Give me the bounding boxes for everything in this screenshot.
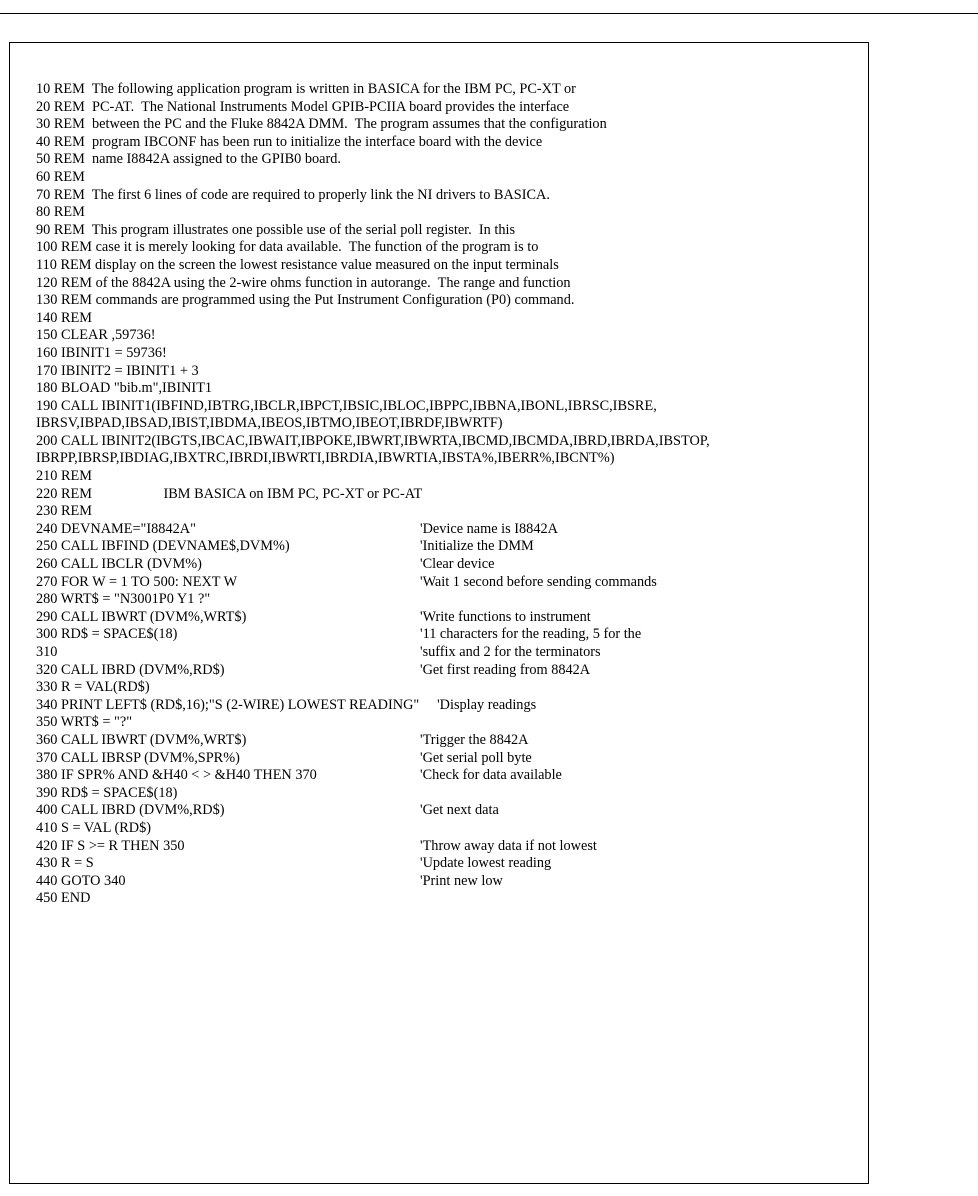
- code-line: [36, 591, 856, 609]
- code-text: 400 CALL IBRD (DVM%,RD$): [36, 802, 225, 819]
- code-text: 320 CALL IBRD (DVM%,RD$): [36, 661, 225, 678]
- code-text: 70 REM The first 6 lines of code are required to properly link the NI drivers to BASICA.: [36, 186, 550, 203]
- code-text: 210 REM: [36, 468, 93, 485]
- code-text: 190 CALL IBINIT1(IBFIND,IBTRG,IBCLR,IBPCT,IBSIC,IBLOC,IBPPC,IBBNA,IBONL,IBRSC,IBSRE,: [36, 397, 657, 414]
- code-line: [36, 310, 856, 328]
- code-comment: 'Get serial poll byte: [420, 749, 532, 766]
- code-text: IBRSV,IBPAD,IBSAD,IBIST,IBDMA,IBEOS,IBTMO,IBEOT,IBRDF,IBWRTF): [36, 415, 503, 432]
- code-text: 300 RD$ = SPACE$(18): [36, 626, 178, 643]
- code-text: 420 IF S >= R THEN 350: [36, 837, 185, 854]
- code-line: [36, 732, 856, 750]
- code-text: 290 CALL IBWRT (DVM%,WRT$): [36, 608, 247, 625]
- code-comment: 'Clear device: [420, 556, 495, 573]
- code-line: [36, 486, 856, 504]
- code-comment: 'Initialize the DMM: [420, 538, 534, 555]
- code-line: [36, 116, 856, 134]
- code-text: 270 FOR W = 1 TO 500: NEXT W: [36, 573, 238, 590]
- code-line: [36, 626, 856, 644]
- code-text: 380 IF SPR% AND &H40 < > &H40 THEN 370: [36, 767, 317, 784]
- code-text: 20 REM PC-AT. The National Instruments Model GPIB-PCIIA board provides the interface: [36, 98, 570, 115]
- code-text: 330 R = VAL(RD$): [36, 679, 150, 696]
- code-line: [36, 257, 856, 275]
- code-line: [36, 327, 856, 345]
- code-text: 430 R = S: [36, 855, 94, 872]
- code-line: [36, 468, 856, 486]
- code-text: 60 REM: [36, 168, 85, 185]
- code-text: 250 CALL IBFIND (DEVNAME$,DVM%): [36, 538, 290, 555]
- code-line: [36, 538, 856, 556]
- code-line: [36, 662, 856, 680]
- code-line: [36, 169, 856, 187]
- code-comment: 'Wait 1 second before sending commands: [420, 573, 657, 590]
- code-text: 160 IBINIT1 = 59736!: [36, 344, 167, 361]
- code-line: [36, 134, 856, 152]
- code-text: 260 CALL IBCLR (DVM%): [36, 556, 202, 573]
- code-line: [36, 802, 856, 820]
- code-text: 350 WRT$ = "?": [36, 714, 133, 731]
- code-text: 90 REM This program illustrates one possible use of the serial poll register. In this: [36, 221, 516, 238]
- code-line: [36, 890, 856, 908]
- code-line: [36, 433, 856, 451]
- code-comment: 'Trigger the 8842A: [420, 731, 529, 748]
- code-text: 170 IBINIT2 = IBINIT1 + 3: [36, 362, 199, 379]
- code-text: 100 REM case it is merely looking for data available. The function of the program is to: [36, 239, 539, 256]
- code-text: 390 RD$ = SPACE$(18): [36, 784, 178, 801]
- code-text: 130 REM commands are programmed using the Put Instrument Configuration (P0) command.: [36, 292, 575, 309]
- code-line: [36, 151, 856, 169]
- program-listing: [36, 81, 856, 908]
- code-line: [36, 750, 856, 768]
- code-line: [36, 679, 856, 697]
- code-line: [36, 187, 856, 205]
- code-line: [36, 714, 856, 732]
- code-line: [36, 99, 856, 117]
- code-text: 50 REM name I8842A assigned to the GPIB0 board.: [36, 151, 341, 168]
- code-line: [36, 363, 856, 381]
- code-line: [36, 855, 856, 873]
- code-line: [36, 275, 856, 293]
- code-text: 410 S = VAL (RD$): [36, 819, 152, 836]
- code-text: 370 CALL IBRSP (DVM%,SPR%): [36, 749, 240, 766]
- code-text: 340 PRINT LEFT$ (RD$,16);"S (2-WIRE) LOWEST READING" 'Display readings: [36, 696, 537, 713]
- code-comment: 'Update lowest reading: [420, 855, 552, 872]
- code-comment: '11 characters for the reading, 5 for the: [420, 626, 642, 643]
- code-line: [36, 204, 856, 222]
- code-line: [36, 450, 856, 468]
- code-comment: 'Check for data available: [420, 767, 562, 784]
- code-line: [36, 345, 856, 363]
- code-text: 440 GOTO 340: [36, 872, 126, 889]
- code-line: [36, 609, 856, 627]
- code-text: 220 REM IBM BASICA on IBM PC, PC-XT or PC-AT: [36, 485, 423, 502]
- code-line: [36, 838, 856, 856]
- code-text: 450 END: [36, 890, 91, 907]
- code-text: 30 REM between the PC and the Fluke 8842A DMM. The program assumes that the configuration: [36, 116, 607, 133]
- code-text: 40 REM program IBCONF has been run to initialize the interface board with the device: [36, 133, 543, 150]
- code-text: 110 REM display on the screen the lowest resistance value measured on the input terminals: [36, 256, 559, 273]
- code-text: 360 CALL IBWRT (DVM%,WRT$): [36, 731, 247, 748]
- code-comment: 'Get next data: [420, 802, 499, 819]
- code-text: 240 DEVNAME="I8842A": [36, 520, 196, 537]
- code-line: [36, 222, 856, 240]
- code-text: 140 REM: [36, 309, 93, 326]
- code-line: [36, 380, 856, 398]
- code-line: [36, 697, 856, 715]
- code-line: [36, 873, 856, 891]
- code-line: [36, 574, 856, 592]
- code-text: 280 WRT$ = "N3001P0 Y1 ?": [36, 591, 211, 608]
- code-comment: 'Get first reading from 8842A: [420, 661, 591, 678]
- code-comment: 'Print new low: [420, 872, 503, 889]
- code-text: 80 REM: [36, 204, 85, 221]
- header-rule: [0, 13, 978, 14]
- code-line: [36, 292, 856, 310]
- code-line: [36, 556, 856, 574]
- code-line: [36, 820, 856, 838]
- code-comment: 'Device name is I8842A: [420, 520, 558, 537]
- code-text: 310: [36, 644, 58, 660]
- code-line: [36, 81, 856, 99]
- code-line: [36, 644, 856, 662]
- code-line: [36, 767, 856, 785]
- code-line: [36, 785, 856, 803]
- code-text: 10 REM The following application program is written in BASICA for the IBM PC, PC-XT or: [36, 81, 576, 97]
- code-comment: 'Write functions to instrument: [420, 608, 591, 625]
- code-line: [36, 415, 856, 433]
- code-comment: 'Throw away data if not lowest: [420, 837, 597, 854]
- code-text: 180 BLOAD "bib.m",IBINIT1: [36, 380, 213, 397]
- code-text: 150 CLEAR ,59736!: [36, 327, 156, 344]
- code-line: [36, 398, 856, 416]
- code-text: 120 REM of the 8842A using the 2-wire ohms function in autorange. The range and function: [36, 274, 571, 291]
- code-text: 200 CALL IBINIT2(IBGTS,IBCAC,IBWAIT,IBPOKE,IBWRT,IBWRTA,IBCMD,IBCMDA,IBRD,IBRDA,IBSTOP,: [36, 432, 710, 449]
- code-line: [36, 239, 856, 257]
- code-comment: 'suffix and 2 for the terminators: [420, 644, 601, 660]
- code-line: [36, 521, 856, 539]
- code-text: IBRPP,IBRSP,IBDIAG,IBXTRC,IBRDI,IBWRTI,IBRDIA,IBWRTIA,IBSTA%,IBERR%,IBCNT%): [36, 450, 615, 467]
- code-text: 230 REM: [36, 503, 93, 520]
- code-line: [36, 503, 856, 521]
